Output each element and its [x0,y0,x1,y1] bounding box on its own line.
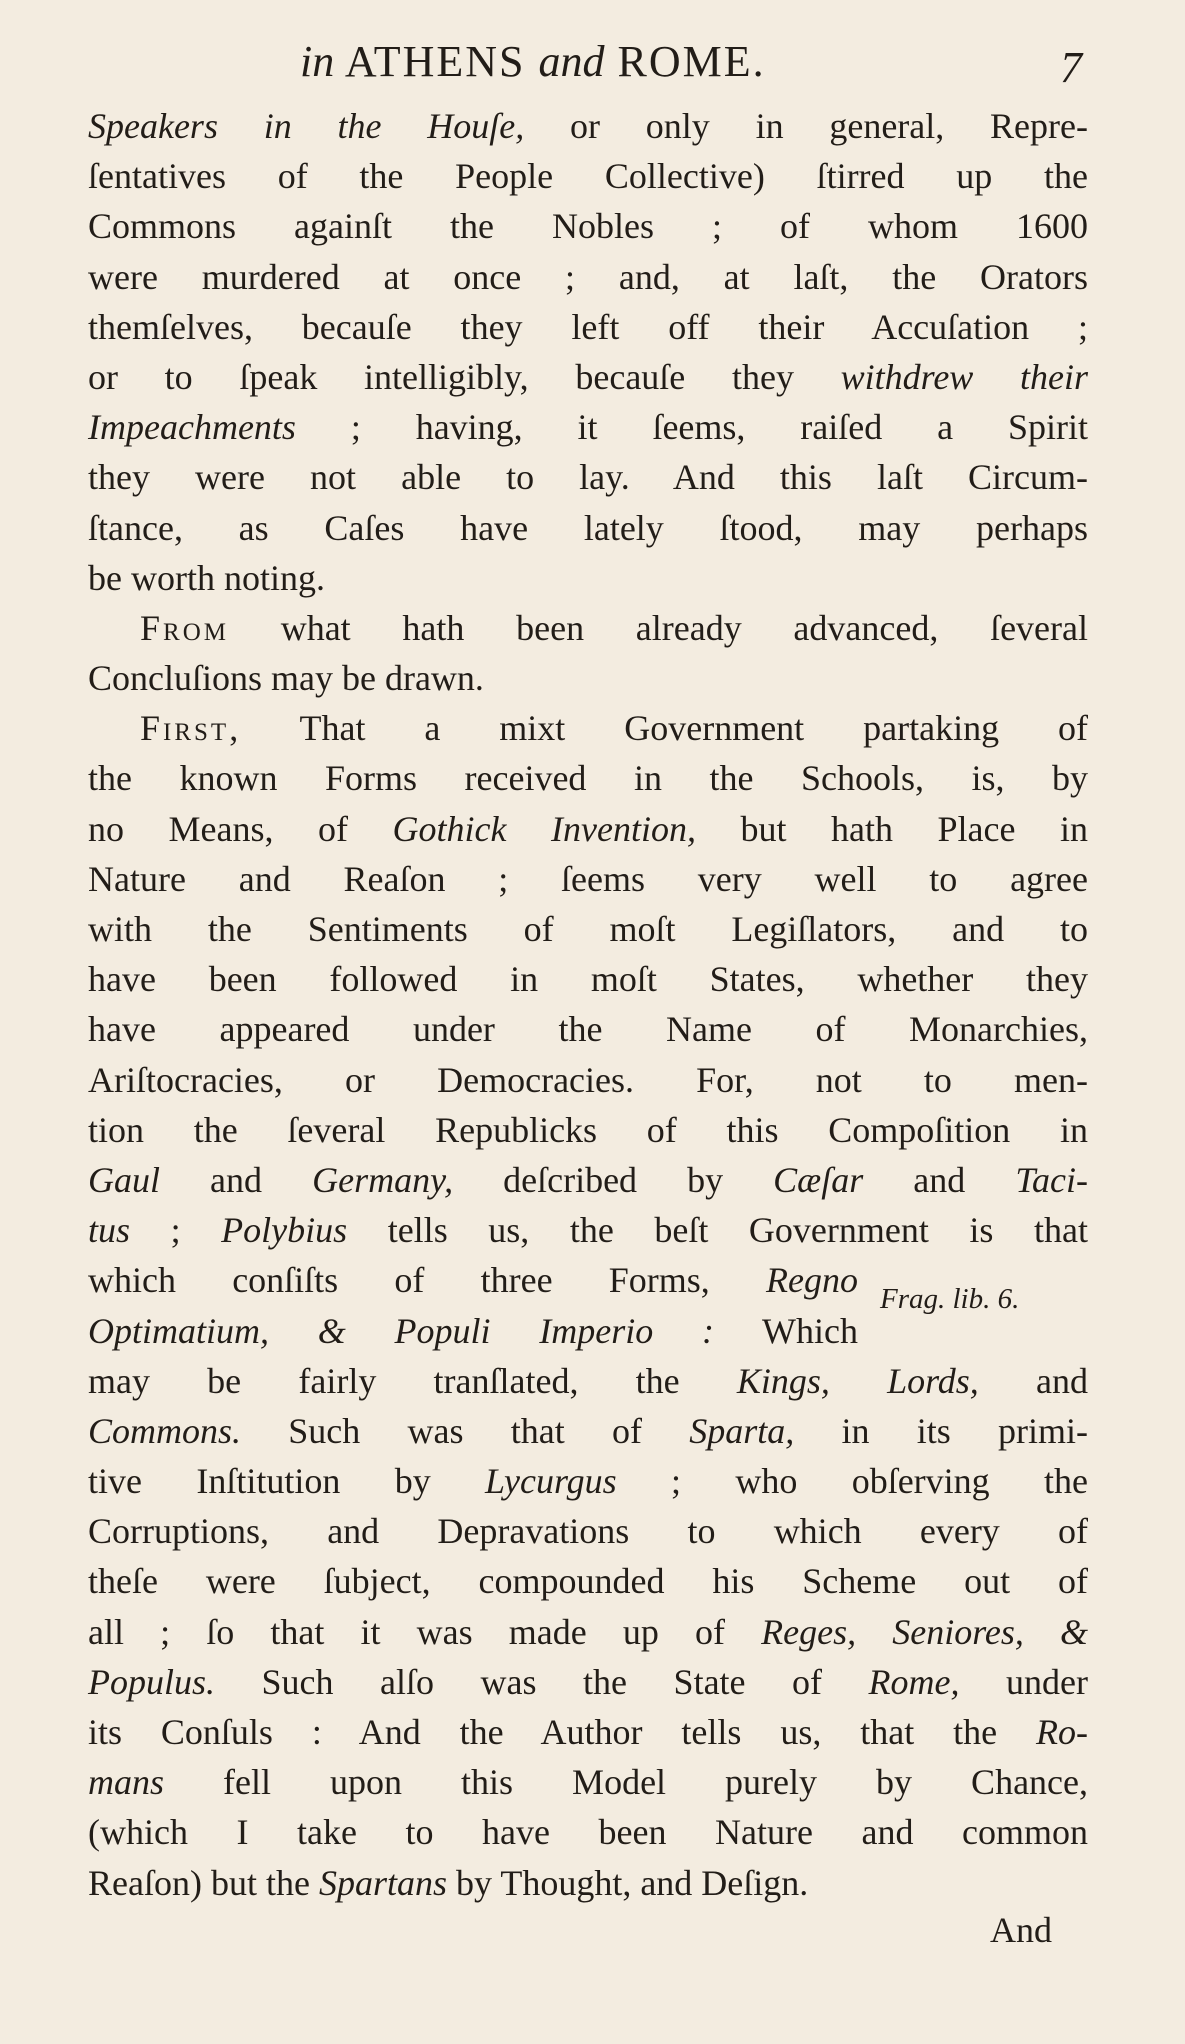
text-line [88,854,1088,904]
text-run: be worth noting. [88,557,325,598]
title-athens: ATHENS [344,37,526,86]
text-run: what hath been already advanced, ſeveral [228,607,1088,648]
italic-text: tus [88,1210,131,1251]
text-line [88,151,1088,201]
text-line [88,101,1088,151]
text-line [88,352,1088,402]
text-line [88,1205,1088,1255]
italic-text: Polybius [221,1210,348,1251]
running-head [0,28,1185,98]
text-run: all ; ſo that it was made up of [88,1611,762,1652]
text-line [88,1456,1088,1506]
text-line [88,1657,1088,1707]
text-run: ; who obſerving the [616,1461,1089,1502]
italic-text: Cæſar [773,1159,864,1200]
text-line [88,1858,1088,1908]
text-line [88,201,1088,251]
text-line [88,452,1088,502]
body-text [88,101,1088,1908]
text-run: Ariſtocracies, or Democracies. For, not to men- [88,1059,1088,1100]
text-run: and [863,1159,1016,1200]
text-run: tion the ſeveral Republicks of this Compoſition in [88,1109,1088,1150]
italic-text: Regno [766,1260,858,1301]
text-line [88,1406,1088,1456]
text-line [88,252,1088,302]
text-run: ſtance, as Caſes have lately ſtood, may perhaps [88,507,1088,548]
page-number: 7 [1060,43,1082,92]
text-run: and [160,1159,313,1200]
title-conjunction: and [538,37,605,86]
text-run: Such alſo was the State of [215,1661,869,1702]
text-run: have been followed in moſt States, whether they [88,959,1088,1000]
text-run: ; having, it ſeems, raiſed a Spirit [295,407,1088,448]
italic-text: Reges, Seniores, & [761,1611,1088,1652]
text-line [88,402,1088,452]
text-line [88,653,1088,703]
text-run: its Conſuls : And the Author tells us, that the [88,1712,1037,1752]
text-line [88,1556,1088,1606]
text-run: have appeared under the Name of Monarchies, [88,1009,1088,1050]
italic-text: Populus. [88,1661,216,1702]
text-run: That a mixt Government partaking of [241,708,1088,749]
text-line [88,603,1088,653]
text-run: with the Sentiments of moſt Legiſlators, and to [88,909,1088,949]
text-run: tive Inſtitution by [88,1461,486,1502]
running-title [300,36,766,87]
text-run: Such was that of [241,1410,690,1451]
text-run: fell upon this Model purely by Chance, [164,1762,1088,1803]
text-run: Reaſon) but the [88,1862,319,1903]
italic-text: Impeachments [88,407,296,448]
text-run: or only in general, Repre- [524,106,1088,146]
text-line [88,553,1088,603]
italic-text: Spartans [318,1862,447,1903]
text-line [88,1607,1088,1657]
italic-text: Optimatium, & Populi Imperio : [88,1310,714,1351]
text-line [88,753,1088,803]
text-run: by Thought, and Deſign. [446,1862,809,1903]
italic-text: Kings, Lords, [736,1360,979,1401]
text-run: and [978,1360,1088,1401]
text-line [88,1757,1088,1807]
text-line [88,1506,1088,1556]
italic-text: Taci- [1015,1159,1088,1200]
italic-text: Rome, [868,1661,960,1702]
italic-text: Commons. [88,1410,242,1451]
italic-text: Gothick Invention, [392,808,696,849]
italic-text: Speakers in the Houſe, [88,106,525,146]
title-prefix: in [300,37,335,86]
text-line [88,703,1088,753]
text-run: Concluſions may be drawn. [88,658,484,699]
text-run: under [959,1661,1088,1702]
text-run: Which [713,1310,859,1351]
text-line [88,1356,1088,1406]
text-line [88,1707,1088,1757]
text-run: Commons againſt the Nobles ; of whom 1600 [88,206,1088,247]
text-line [88,954,1088,1004]
italic-text: Sparta, [689,1410,795,1451]
text-run: deſcribed by [453,1159,774,1200]
text-line [88,804,1088,854]
text-line [88,1004,1088,1054]
text-run: tells us, the beſt Government is that [347,1210,1088,1251]
text-line [88,1055,1088,1105]
text-run: no Means, of [88,808,393,849]
text-line [88,503,1088,553]
text-line [88,1255,858,1305]
text-run: they were not able to lay. And this laſt Circum- [88,457,1088,498]
text-run: which conſiſts of three Forms, [88,1260,767,1301]
text-line [88,1807,1088,1857]
italic-text: withdrew their [840,356,1089,397]
text-run: theſe were ſubject, compounded his Scheme out of [88,1561,1088,1602]
italic-text: mans [88,1762,165,1803]
text-run: ſentatives of the People Collective) ſtirred up the [88,156,1088,197]
small-caps-text: First, [140,708,242,749]
catchword: And [990,1910,1052,1950]
text-run: but hath Place in [695,808,1088,849]
text-line [88,1105,1088,1155]
italic-text: Gaul [88,1159,160,1200]
text-run: Nature and Reaſon ; ſeems very well to agree [88,858,1088,899]
text-run: (which I take to have been Nature and common [88,1812,1088,1853]
text-run: themſelves, becauſe they left off their Accuſation ; [88,306,1088,347]
text-run: may be fairly tranſlated, the [88,1360,737,1401]
text-line [88,904,1088,954]
text-line [88,1306,858,1356]
text-line [88,1155,1088,1205]
text-line [88,302,1088,352]
text-run: Corruptions, and Depravations to which every of [88,1511,1088,1552]
text-run: or to ſpeak intelligibly, becauſe they [88,356,841,397]
text-run: were murdered at once ; and, at laſt, the Orators [88,256,1088,297]
italic-text: Lycurgus [485,1461,617,1502]
title-rome: ROME. [617,37,766,86]
margin-note: Frag. lib. 6. [880,1283,1020,1315]
italic-text: Germany, [312,1159,454,1200]
small-caps-text: From [140,607,229,648]
text-run: the known Forms received in the Schools, is, by [88,758,1088,799]
italic-text: Ro- [1036,1712,1088,1752]
text-run: ; [130,1210,222,1251]
text-run: in its primi- [794,1410,1088,1451]
